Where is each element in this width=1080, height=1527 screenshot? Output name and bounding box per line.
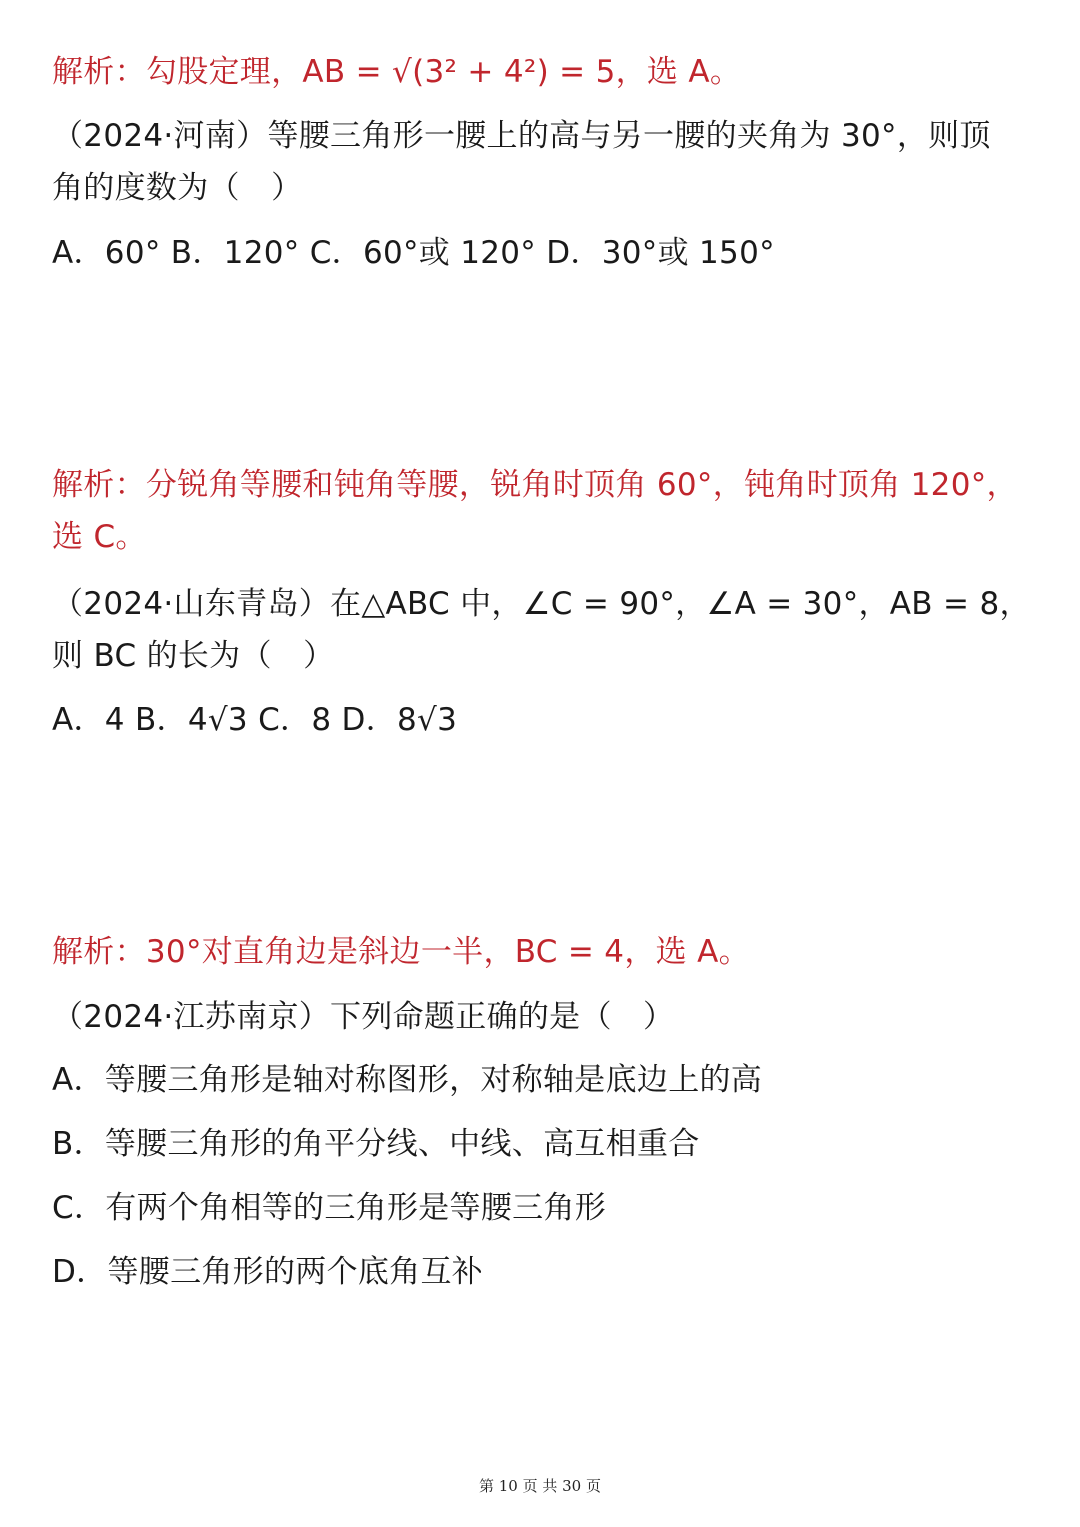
option-d: D．等腰三角形的两个底角互补 bbox=[52, 1254, 484, 1290]
question-text: 则 BC 的长为（ ） bbox=[52, 638, 335, 674]
question-text: （2024·河南）等腰三角形一腰上的高与另一腰的夹角为 30°，则顶 bbox=[52, 118, 991, 154]
answer-options: A．60° B．120° C．60°或 120° D．30°或 150° bbox=[52, 235, 775, 271]
question-text: （2024·山东青岛）在△ABC 中，∠C = 90°，∠A = 30°，AB = 8， bbox=[52, 586, 1031, 622]
option-a: A．等腰三角形是轴对称图形，对称轴是底边上的高 bbox=[52, 1062, 763, 1098]
analysis-text: 解析：30°对直角边是斜边一半，BC = 4，选 A。 bbox=[52, 934, 750, 970]
question-text: （2024·江苏南京）下列命题正确的是（ ） bbox=[52, 999, 675, 1035]
analysis-text: 解析：分锐角等腰和钝角等腰，锐角时顶角 60°，钝角时顶角 120°， bbox=[52, 467, 1018, 503]
page-number: 第 10 页 共 30 页 bbox=[478, 1477, 601, 1495]
analysis-text: 解析：勾股定理，AB = √(3² + 4²) = 5，选 A。 bbox=[52, 54, 742, 90]
option-c: C．有两个角相等的三角形是等腰三角形 bbox=[52, 1190, 607, 1226]
analysis-text: 选 C。 bbox=[52, 519, 147, 555]
answer-options: A．4 B．4√3 C．8 D．8√3 bbox=[52, 702, 458, 738]
option-b: B．等腰三角形的角平分线、中线、高互相重合 bbox=[52, 1126, 700, 1162]
question-text: 角的度数为（ ） bbox=[52, 170, 303, 206]
